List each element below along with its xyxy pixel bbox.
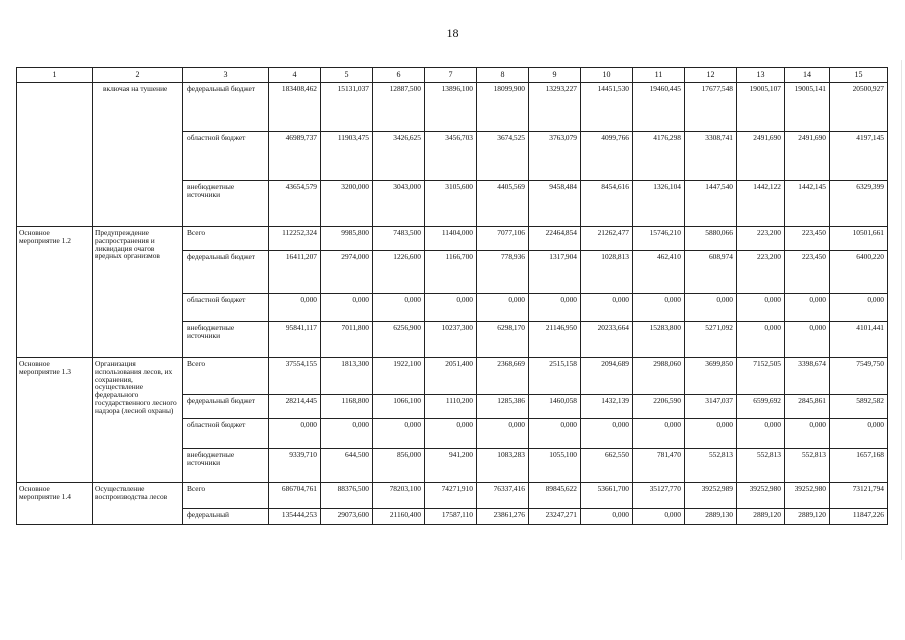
- value-cell: 13896,100: [425, 83, 477, 132]
- page-number: 18: [446, 26, 459, 40]
- value-cell: 19005,107: [737, 83, 785, 132]
- value-cell: 552,813: [737, 449, 785, 483]
- value-cell: 6298,170: [477, 322, 529, 358]
- value-cell: 0,000: [321, 419, 373, 449]
- value-cell: 20233,664: [581, 322, 633, 358]
- value-cell: 5271,092: [685, 322, 737, 358]
- value-cell: 7011,800: [321, 322, 373, 358]
- value-cell: 0,000: [425, 294, 477, 322]
- value-cell: 10237,300: [425, 322, 477, 358]
- funding-source-cell: областной бюджет: [183, 419, 269, 449]
- funding-source-cell: Всего: [183, 227, 269, 251]
- value-cell: 39252,989: [685, 483, 737, 509]
- value-cell: 3398,674: [785, 358, 830, 395]
- value-cell: 9985,800: [321, 227, 373, 251]
- value-cell: 856,000: [373, 449, 425, 483]
- value-cell: 88376,500: [321, 483, 373, 509]
- value-cell: 2974,000: [321, 251, 373, 294]
- value-cell: 20500,927: [830, 83, 888, 132]
- value-cell: 19005,141: [785, 83, 830, 132]
- value-cell: 1442,145: [785, 181, 830, 227]
- table-row: [17, 83, 888, 132]
- value-cell: 0,000: [321, 294, 373, 322]
- value-cell: 0,000: [633, 294, 685, 322]
- value-cell: 0,000: [529, 294, 581, 322]
- value-cell: 0,000: [581, 509, 633, 525]
- value-cell: 0,000: [373, 294, 425, 322]
- value-cell: 223,450: [785, 227, 830, 251]
- value-cell: 3456,703: [425, 132, 477, 181]
- header-row: [17, 68, 888, 83]
- value-cell: 0,000: [685, 294, 737, 322]
- value-cell: 11903,475: [321, 132, 373, 181]
- value-cell: 1166,700: [425, 251, 477, 294]
- value-cell: 3763,079: [529, 132, 581, 181]
- value-cell: 223,200: [737, 251, 785, 294]
- header-cell: 15: [830, 68, 888, 83]
- value-cell: 3105,600: [425, 181, 477, 227]
- value-cell: 23247,271: [529, 509, 581, 525]
- value-cell: 74271,910: [425, 483, 477, 509]
- value-cell: 1226,600: [373, 251, 425, 294]
- value-cell: 3200,000: [321, 181, 373, 227]
- value-cell: 11404,000: [425, 227, 477, 251]
- value-cell: 3147,037: [685, 395, 737, 419]
- scan-edge-line: [901, 60, 902, 560]
- value-cell: 0,000: [830, 294, 888, 322]
- funding-source-cell: Всего: [183, 358, 269, 395]
- value-cell: 1922,100: [373, 358, 425, 395]
- value-cell: 2491,690: [785, 132, 830, 181]
- value-cell: 37554,155: [269, 358, 321, 395]
- value-cell: 23861,276: [477, 509, 529, 525]
- value-cell: 608,974: [685, 251, 737, 294]
- header-cell: 13: [737, 68, 785, 83]
- value-cell: 0,000: [529, 419, 581, 449]
- value-cell: 2988,060: [633, 358, 685, 395]
- value-cell: 0,000: [785, 322, 830, 358]
- value-cell: 0,000: [581, 294, 633, 322]
- description-cell: Организация использования лесов, их сохранения, осуществление федерального государственного лесного надзора (лесной охраны): [93, 358, 183, 483]
- value-cell: 7152,505: [737, 358, 785, 395]
- value-cell: 6329,399: [830, 181, 888, 227]
- value-cell: 10501,661: [830, 227, 888, 251]
- value-cell: 1813,300: [321, 358, 373, 395]
- value-cell: 3043,000: [373, 181, 425, 227]
- value-cell: 11847,226: [830, 509, 888, 525]
- table-row: [17, 358, 888, 395]
- funding-source-cell: внебюджетные источники: [183, 322, 269, 358]
- value-cell: 9339,710: [269, 449, 321, 483]
- value-cell: 3699,850: [685, 358, 737, 395]
- value-cell: 16411,207: [269, 251, 321, 294]
- value-cell: 2845,861: [785, 395, 830, 419]
- description-cell: включая на тушение: [93, 83, 183, 227]
- value-cell: 552,813: [785, 449, 830, 483]
- activity-cell: Основное мероприятие 1.3: [17, 358, 93, 483]
- value-cell: 4176,298: [633, 132, 685, 181]
- value-cell: 1066,100: [373, 395, 425, 419]
- value-cell: 0,000: [737, 322, 785, 358]
- funding-source-cell: федеральный бюджет: [183, 395, 269, 419]
- value-cell: 0,000: [581, 419, 633, 449]
- value-cell: 1442,122: [737, 181, 785, 227]
- value-cell: 39252,980: [737, 483, 785, 509]
- value-cell: 135444,253: [269, 509, 321, 525]
- funding-source-cell: внебюджетные источники: [183, 181, 269, 227]
- header-cell: 12: [685, 68, 737, 83]
- value-cell: 2515,158: [529, 358, 581, 395]
- value-cell: 1447,540: [685, 181, 737, 227]
- header-cell: 7: [425, 68, 477, 83]
- value-cell: 78203,100: [373, 483, 425, 509]
- value-cell: 0,000: [633, 419, 685, 449]
- value-cell: 183408,462: [269, 83, 321, 132]
- funding-source-cell: внебюджетные источники: [183, 449, 269, 483]
- header-cell: 9: [529, 68, 581, 83]
- value-cell: 6256,900: [373, 322, 425, 358]
- value-cell: 39252,980: [785, 483, 830, 509]
- value-cell: 552,813: [685, 449, 737, 483]
- value-cell: 19460,445: [633, 83, 685, 132]
- value-cell: 1110,200: [425, 395, 477, 419]
- value-cell: 112252,324: [269, 227, 321, 251]
- value-cell: 0,000: [785, 419, 830, 449]
- value-cell: 0,000: [633, 509, 685, 525]
- value-cell: 0,000: [785, 294, 830, 322]
- value-cell: 2889,120: [737, 509, 785, 525]
- value-cell: 662,550: [581, 449, 633, 483]
- value-cell: 2206,590: [633, 395, 685, 419]
- value-cell: 0,000: [373, 419, 425, 449]
- value-cell: 17677,548: [685, 83, 737, 132]
- value-cell: 1460,058: [529, 395, 581, 419]
- value-cell: 7077,106: [477, 227, 529, 251]
- value-cell: 21160,400: [373, 509, 425, 525]
- funding-source-cell: Всего: [183, 483, 269, 509]
- value-cell: 3426,625: [373, 132, 425, 181]
- table-row: [17, 227, 888, 251]
- value-cell: 3308,741: [685, 132, 737, 181]
- value-cell: 21146,950: [529, 322, 581, 358]
- value-cell: 2094,689: [581, 358, 633, 395]
- value-cell: 13293,227: [529, 83, 581, 132]
- value-cell: 15283,800: [633, 322, 685, 358]
- value-cell: 941,200: [425, 449, 477, 483]
- value-cell: 1657,168: [830, 449, 888, 483]
- value-cell: 0,000: [830, 419, 888, 449]
- value-cell: 4099,766: [581, 132, 633, 181]
- header-cell: 5: [321, 68, 373, 83]
- activity-cell: Основное мероприятие 1.4: [17, 483, 93, 525]
- value-cell: 644,500: [321, 449, 373, 483]
- description-cell: Осуществление воспроизводства лесов: [93, 483, 183, 525]
- value-cell: 53661,700: [581, 483, 633, 509]
- value-cell: 76337,416: [477, 483, 529, 509]
- value-cell: 22464,854: [529, 227, 581, 251]
- value-cell: 1055,100: [529, 449, 581, 483]
- value-cell: 0,000: [737, 419, 785, 449]
- value-cell: 95841,117: [269, 322, 321, 358]
- budget-table: [16, 67, 888, 525]
- value-cell: 0,000: [477, 294, 529, 322]
- value-cell: 3674,525: [477, 132, 529, 181]
- funding-source-cell: федеральный бюджет: [183, 251, 269, 294]
- value-cell: 462,410: [633, 251, 685, 294]
- value-cell: 0,000: [685, 419, 737, 449]
- value-cell: 18099,900: [477, 83, 529, 132]
- value-cell: 5880,066: [685, 227, 737, 251]
- value-cell: 0,000: [425, 419, 477, 449]
- value-cell: 2491,690: [737, 132, 785, 181]
- value-cell: 2368,669: [477, 358, 529, 395]
- value-cell: 6599,692: [737, 395, 785, 419]
- value-cell: 35127,770: [633, 483, 685, 509]
- value-cell: 73121,794: [830, 483, 888, 509]
- value-cell: 1083,283: [477, 449, 529, 483]
- funding-source-cell: федеральный бюджет: [183, 83, 269, 132]
- value-cell: 1028,813: [581, 251, 633, 294]
- value-cell: 0,000: [737, 294, 785, 322]
- value-cell: 781,470: [633, 449, 685, 483]
- value-cell: 6400,220: [830, 251, 888, 294]
- value-cell: 223,200: [737, 227, 785, 251]
- value-cell: 8454,616: [581, 181, 633, 227]
- value-cell: 1317,904: [529, 251, 581, 294]
- header-cell: 10: [581, 68, 633, 83]
- value-cell: 4197,145: [830, 132, 888, 181]
- activity-cell: Основное мероприятие 1.2: [17, 227, 93, 358]
- value-cell: 5892,582: [830, 395, 888, 419]
- value-cell: 1432,139: [581, 395, 633, 419]
- value-cell: 9458,484: [529, 181, 581, 227]
- table-row: [17, 483, 888, 509]
- value-cell: 12887,500: [373, 83, 425, 132]
- value-cell: 4101,441: [830, 322, 888, 358]
- value-cell: 1285,386: [477, 395, 529, 419]
- value-cell: 15746,210: [633, 227, 685, 251]
- activity-cell: [17, 83, 93, 227]
- value-cell: 43654,579: [269, 181, 321, 227]
- value-cell: 21262,477: [581, 227, 633, 251]
- value-cell: 46989,737: [269, 132, 321, 181]
- value-cell: 2051,400: [425, 358, 477, 395]
- value-cell: 0,000: [269, 419, 321, 449]
- value-cell: 686704,761: [269, 483, 321, 509]
- header-cell: 2: [93, 68, 183, 83]
- value-cell: 778,936: [477, 251, 529, 294]
- value-cell: 15131,037: [321, 83, 373, 132]
- description-cell: Предупреждение распространения и ликвидация очагов вредных организмов: [93, 227, 183, 358]
- value-cell: 223,450: [785, 251, 830, 294]
- funding-source-cell: федеральный: [183, 509, 269, 525]
- value-cell: 4405,569: [477, 181, 529, 227]
- header-cell: 4: [269, 68, 321, 83]
- value-cell: 14451,530: [581, 83, 633, 132]
- value-cell: 17587,110: [425, 509, 477, 525]
- value-cell: 7483,500: [373, 227, 425, 251]
- header-cell: 6: [373, 68, 425, 83]
- value-cell: 0,000: [269, 294, 321, 322]
- value-cell: 29073,600: [321, 509, 373, 525]
- funding-source-cell: областной бюджет: [183, 294, 269, 322]
- value-cell: 2889,130: [685, 509, 737, 525]
- header-cell: 1: [17, 68, 93, 83]
- header-cell: 11: [633, 68, 685, 83]
- header-cell: 8: [477, 68, 529, 83]
- value-cell: 89845,622: [529, 483, 581, 509]
- value-cell: 7549,750: [830, 358, 888, 395]
- value-cell: 28214,445: [269, 395, 321, 419]
- value-cell: 0,000: [477, 419, 529, 449]
- funding-source-cell: областной бюджет: [183, 132, 269, 181]
- header-cell: 3: [183, 68, 269, 83]
- value-cell: 2889,120: [785, 509, 830, 525]
- header-cell: 14: [785, 68, 830, 83]
- value-cell: 1168,800: [321, 395, 373, 419]
- value-cell: 1326,104: [633, 181, 685, 227]
